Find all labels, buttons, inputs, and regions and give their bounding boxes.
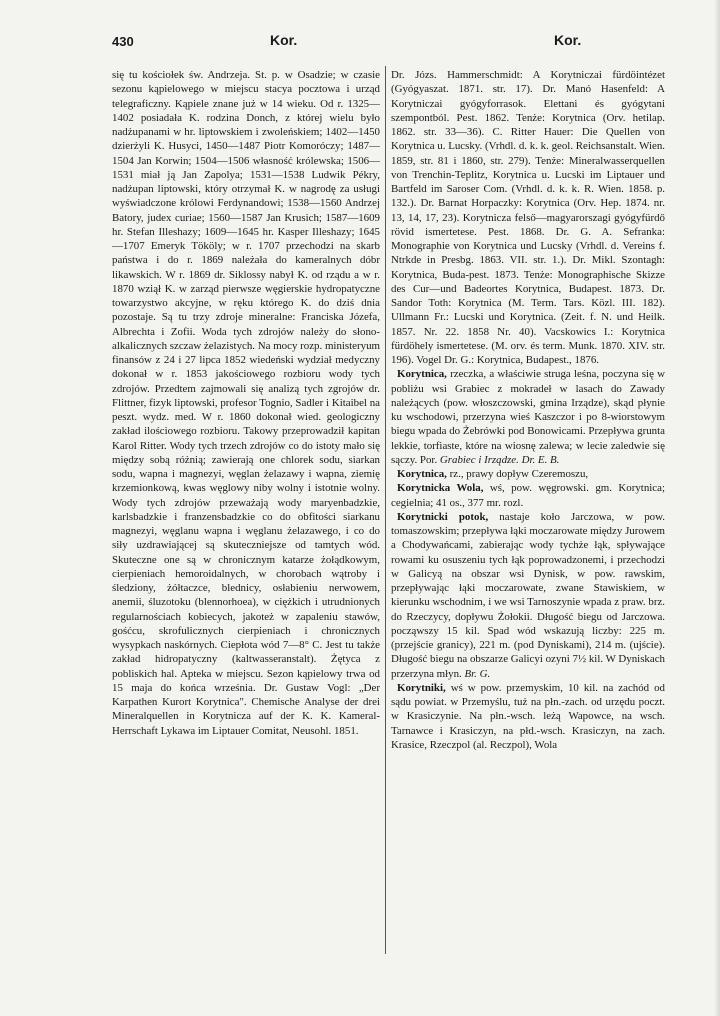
entry-headword: Korytnica,	[397, 468, 447, 480]
page-number: 430	[112, 34, 134, 49]
entry-headword: Korytnica,	[397, 368, 447, 381]
running-head-right: Kor.	[554, 32, 582, 48]
entry-headword: Korytnicka Wola,	[397, 482, 484, 495]
entry-text: wś, pow. węgrowski. gm. Korytnica; cegielnia; 41 os., 377 mr. rozl.	[391, 482, 665, 509]
entry-signature: Grabiec i Irządze. Dr. E. B.	[439, 453, 560, 466]
entry-headword: Korytniki,	[397, 681, 446, 694]
left-column	[112, 68, 380, 958]
entry-headword: Korytnicki potok,	[397, 510, 489, 523]
page-edge-shadow	[714, 0, 720, 1016]
entry-text: rz., prawy dopływ Czeremoszu,	[446, 468, 589, 480]
entry-korytnicka-wola	[391, 481, 665, 510]
entry-text: Dr. Józs. Hammerschmidt: A Korytniczai fürdöintézet (Gyógyaszat. 1871. str. 17). Dr. Manó Hasenfeld: A Korytniczai gyógyforrasok. Elettani és gyógytani szempontból. Pest. 1862. Tenże: Korytnica (Orv. hetilap. 1862. str. 33—36). C. Ritter Hauer: Die Quellen von Korytnica u. Lucsky. (Vrhdl. d. k. k. geol. Reichsanstalt. Wien. 1859, str. 81 i 1860, str. 279). Tenże: Mineralwasserquellen von Trenchin-Teplitz, Korytnica u. Lucski im Liptauer und Bartfeld im Saroser Com. (Vrhdl. d. k. k. R. Wien. 1858. p. 132.). Dr. Barnat Horpaczky: Korytnica (Orv. Hep. 1874. nr. 13, 14, 17, 23). Korytnicza felső—magyarorszagi gyógyfürdő rövid ismertetese. Pest. 1868. Dr. G. A. Sefranka: Monographie von Korytnica und Lucsky (Vrhdl. d. Vereins f. Ntrkde in Presbg. 1863. VII. str. 1.). Dr. Mikl. Szontagh: Korytnica, Buda-pest. 1873. Tenże: Monographische Skizze des Cur—und Badeortes Korytnica, Budapest. 1873. Dr. Sandor Toth: Korytnica (M. Term. Tars. Közl. III. 182). Ullmann Fr.: Lucski und Korytnica. (Zeit. f. N. und Heilk. 1857. Nr. 22. 1858 Nr. 40). Vacskowics I.: Korytnica fürdöhely ismertetese. (M. orv. és term. Munk. 1870. XIV. str. 196). Vogel Dr. G.: Korytnica, Budapest., 1876.	[391, 69, 665, 366]
entry-korytnica-stream	[391, 367, 665, 467]
left-column-text: się tu kościołek św. Andrzeja. St. p. w Osadzie; w czasie sezonu kąpielowego w miejscu stacya pocztowa i urząd telegraficzny. Kąpiele znane już w 14 wieku. Od r. 1325—1402 posiadała K. rodzina Donch, z której wielu było nadżupanami w hr. liptowskiem i zwoleńskiem; 1402—1450 dzierżyli K. Husyci, 1450—1487 Piotr Komoróczy; 1487—1504 Jan Korwin; 1504—1506 własność królewska; 1506—1531 miał ją Jan Zapolya; 1531—1538 Ludwik Pékry, nadżupan liptowski, który otrzymał K. w nagrodę za usługi wyświadczone królowi Ferdynandowi; 1538—1560 Andrzej Batory, judex curiae; 1560—1587 Jan Krusich; 1587—1609 hr. Stefan Illeshazy; 1609—1645 hr. Kasper Illeshazy; 1645—1707 Emeryk Tököly; w r. 1707 przechodzi na skarb państwa i do r. 1869 należała do kameralnych dóbr likawskich. W r. 1869 dr. Siklossy nabył K. od rządu a w r. 1870 wziął K. w zarząd pierwsze węgierskie hydropatyczne towarzystwo akcyjne, w ręku którego K. do dziś dnia pozostaje. Są tu trzy zdroje mineralne: Franciska Józefa, Albrechta i Zofii. Woda tych zdrojów należy do słono-alkalicznych szczaw żelazistych. Na mocy rozp. ministeryum finansów z 24 i 27 lipca 1852 wiedeński wydział medyczny dokonał w r. 1853 jakościowego rozbioru wody tych zdrojów. Przedtem zajmowali się analizą tych zgrojów dr. Flittner, fizyk liptowski, profesor Tognio, Sadler i Kitaibel na peszt. wydz. med. W r. 1860 dokonał wied. geologiczny zakład ilościowego rozbioru. Takowy przeprowadził kapitan Karol Ritter. Wody tych trzech zdrojów co do istoty mało się między sobą różnią; zawierają one chlorek sodu, siarkan sodu, wapna i magnezyi, węglan żelazawy i wapna, ziemię krzemionkową, kwas węglowy niby wolny i istotnie wolny. Wody tych zdrojów przeważają wody maryenbadzkie, karlsbadzkie i franzensbadzkie co do obfitości siarkanu magnezyi, węglanu wapna i węglanu żelazawego, i co do siły uzdrawiającej są skuteczniejsze od tamtych wód. Skuteczne one są w chronicznym katarze żołądkowym, cierpieniach hemoroidalnych, w chorobach wątroby i śledziony, żółtaczce, blednicy, osłabieniu nerwowem, anemii, śluzotoku (blennorhoea), w ciężkich i utrudnionych regularnościach kobiecych, jakoteż w zapaleniu stawów, gośćcu, skrofulicznych cierpieniach i chronicznych wysypkach naskórnych. Ciepłota wód 7—8° C. Jest tu także zakład hidropatyczny (kaltwasseranstalt). Żętyca z pobliskich hal. Apteka w miejscu. Sezon kąpielowy trwa od 15 maja do końca września. Dr. Gustaw Vogl: „Der Karpathen Kurort Korytnica". Chemische Analyse der drei Mineralquellen in Korytnicza auf der K. K. Kameral-Herrschaft Lykawa im Liptauer Comitat, Neusohl. 1851.	[112, 69, 380, 737]
column-divider	[385, 66, 386, 954]
entry-text: rzeczka, a właściwie struga leśna, poczyna się w pobliżu wsi Grabiec z mokradeł w lasach do Zawady należących (pow. włoszczowski, gmina Irządze), skąd płynie ku wschodowi, przerzyna wieś Kaszczor i po 8-wiorstowym biegu wpada do Żebrówki pod Bonowicami. Przepływa grunta lekkie, torfiaste, które na wiosnę zalewa; w lecie zaledwie się sączy. Por.	[391, 368, 665, 466]
entry-text: wś w pow. przemyskim, 10 kil. na zachód od sądu powiat. w Przemyślu, tuż na płn.-zach. od urzędu poczt. w Krasiczynie. Na płn.-wsch. leżą Wapowce, na wsch. Tarnawce i Krasiczyn, na płd.-wsch. Krasiczyn, na zach. Krasice, Rzeczpol (al. Reczpol), Wola	[391, 681, 665, 751]
running-head-left: Kor.	[270, 32, 298, 48]
entry-korytnica-river	[391, 467, 665, 481]
page-header	[112, 32, 674, 52]
entry-text: nastaje koło Jarczowa, w pow. tomaszowskim; przepływa łąki moczarowate między Jurowem a Chodywańcami, zabierając wody tychże łąk, spływające rowami ku osuszeniu tych łąk poprowadzonemi, i przechodzi w Galicyą na obszar wsi Dynisk, w pow. rawskim, przepływając łąki moczarowate, zwane Stawiskiem, w kierunku wschodnim, i we wsi Tarnoszynie wpada z praw. brz. do Rzeczycy, dopływu Żołokii. Długość biegu od Jarczowa. począwszy 15 kil. Spad wód wskazują liczby: 225 m. (przejście granicy), 221 m. (pod Dyniskami), 214 m. (ujście). Długość biegu na obszarze Galicyi ozyni 7½ kil. W Dyniskach przerzyna młyn.	[391, 510, 665, 680]
entry-continuation	[391, 68, 665, 367]
entry-korytniki	[391, 681, 665, 752]
entry-signature: Br. G.	[464, 667, 491, 680]
entry-korytnicki-potok	[391, 510, 665, 681]
right-column	[391, 68, 665, 958]
